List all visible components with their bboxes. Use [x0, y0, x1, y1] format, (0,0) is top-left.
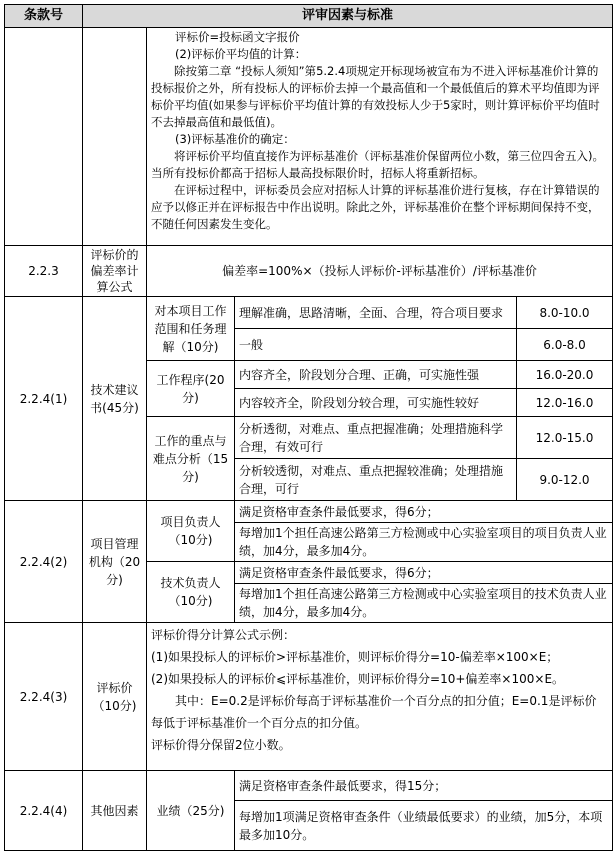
clause-number: 2.2.3 [5, 246, 83, 297]
score-range: 16.0-20.0 [517, 361, 613, 389]
criterion-desc: 每增加1项满足资格审查条件（业绩最低要求）的业绩，加5分，本项最多加10分。 [235, 801, 613, 851]
criterion-desc: 满足资格审查条件最低要求，得6分； [235, 501, 613, 523]
criterion-desc: 满足资格审查条件最低要求，得6分； [235, 562, 613, 584]
clause-number: 2.2.4(2) [5, 501, 83, 623]
factor-name: 评标价的偏差率计算公式 [83, 246, 147, 297]
sub-factor-name: 项目负责人（10分) [147, 501, 235, 562]
table-row [5, 297, 613, 329]
score-formula-cell [147, 623, 613, 771]
table-row [5, 623, 613, 771]
factor-name: 其他因素 [83, 771, 147, 851]
criterion-desc: 内容较齐全，阶段划分较合理，可实施性较好 [235, 389, 517, 417]
text-line: (1)如果投标人的评标价>评标基准价，则评标价得分=10-偏差率×100×E； [151, 650, 559, 664]
clause-number: 2.2.4(3) [5, 623, 83, 771]
table-row [5, 28, 613, 246]
deviation-formula: 偏差率=100%×（投标人评标价-评标基准价）/评标基准价 [147, 246, 613, 297]
factor-name: 项目管理机构（20分) [83, 501, 147, 623]
text-line: (2)如果投标人的评标价⩽评标基准价，则评标价得分=10+偏差率×100×E。 [151, 672, 565, 686]
table-row [5, 771, 613, 801]
sub-factor-name: 业绩（25分) [147, 771, 235, 851]
table-header-row [5, 5, 613, 28]
clause-cell-empty [5, 28, 83, 246]
evaluation-standards-table [4, 4, 613, 851]
score-range: 12.0-16.0 [517, 389, 613, 417]
text-line: 评标价得分计算公式示例： [151, 628, 296, 642]
text-paragraph: 其中：E=0.2是评标价每高于评标基准价一个百分点的扣分值；E=0.1是评标价每低于评标基准价一个百分点的扣分值。 [151, 694, 597, 730]
text-line: (3)评标基准价的确定： [175, 132, 295, 146]
criterion-desc: 每增加1个担任高速公路第三方检测或中心实验室项目的技术负责人业绩，加4分，最多加4分。 [235, 584, 613, 623]
criterion-desc: 分析较透彻，对难点、重点把握较准确；处理措施合理，可行 [235, 459, 517, 501]
text-line: 评标价得分保留2位小数。 [151, 738, 291, 752]
criterion-desc: 内容齐全，阶段划分合理、正确，可实施性强 [235, 361, 517, 389]
sub-factor-name: 工作程序(20分) [147, 361, 235, 417]
factor-name: 技术建议书(45分) [83, 297, 147, 501]
score-range: 12.0-15.0 [517, 417, 613, 459]
factor-name: 评标价（10分) [83, 623, 147, 771]
score-range: 8.0-10.0 [517, 297, 613, 329]
header-standard: 评审因素与标准 [83, 5, 613, 28]
criterion-desc: 每增加1个担任高速公路第三方检测或中心实验室项目的项目负责人业绩，加4分，最多加4分。 [235, 523, 613, 562]
text-paragraph: 除按第二章 “投标人须知”第5.2.4项规定开标现场被宣布为不进入评标基准价计算的投标报价之外，所有投标人的评标价去掉一个最高值和一个最低值后的算术平均值即为评标价平均值(如果参与评标价平均值计算的有效投标人少于5家时，则计算评标价平均值时不去掉最高值和最低值)。 [151, 64, 600, 129]
table-row [5, 246, 613, 297]
score-range: 6.0-8.0 [517, 329, 613, 361]
criterion-desc: 分析透彻，对难点、重点把握准确；处理措施科学合理，有效可行 [235, 417, 517, 459]
table-row [5, 501, 613, 523]
standard-cell [147, 28, 613, 246]
score-range: 9.0-12.0 [517, 459, 613, 501]
sub-factor-name: 技术负责人（10分) [147, 562, 235, 623]
criterion-desc: 理解准确，思路清晰，全面、合理，符合项目要求 [235, 297, 517, 329]
criterion-desc: 一般 [235, 329, 517, 361]
text-paragraph: 将评标价平均值直接作为评标基准价（评标基准价保留两位小数，第三位四舍五入)。当所有投标价都高于招标人最高投标限价时，招标人将重新招标。 [151, 149, 604, 180]
factor-cell-empty [83, 28, 147, 246]
clause-number: 2.2.4(4) [5, 771, 83, 851]
header-clause: 条款号 [5, 5, 83, 28]
text-line: (2)评标价平均值的计算： [175, 47, 307, 61]
sub-factor-name: 对本项目工作范围和任务理解（10分) [147, 297, 235, 361]
criterion-desc: 满足资格审查条件最低要求，得15分； [235, 771, 613, 801]
sub-factor-name: 工作的重点与难点分析（15分) [147, 417, 235, 501]
clause-number: 2.2.4(1) [5, 297, 83, 501]
text-line: 评标价=投标函文字报价 [175, 30, 300, 44]
text-paragraph: 在评标过程中，评标委员会应对招标人计算的评标基准价进行复核，存在计算错误的应予以修正并在评标报告中作出说明。除此之外，评标基准价在整个评标期间保持不变，不随任何因素发生变化。 [151, 183, 600, 231]
